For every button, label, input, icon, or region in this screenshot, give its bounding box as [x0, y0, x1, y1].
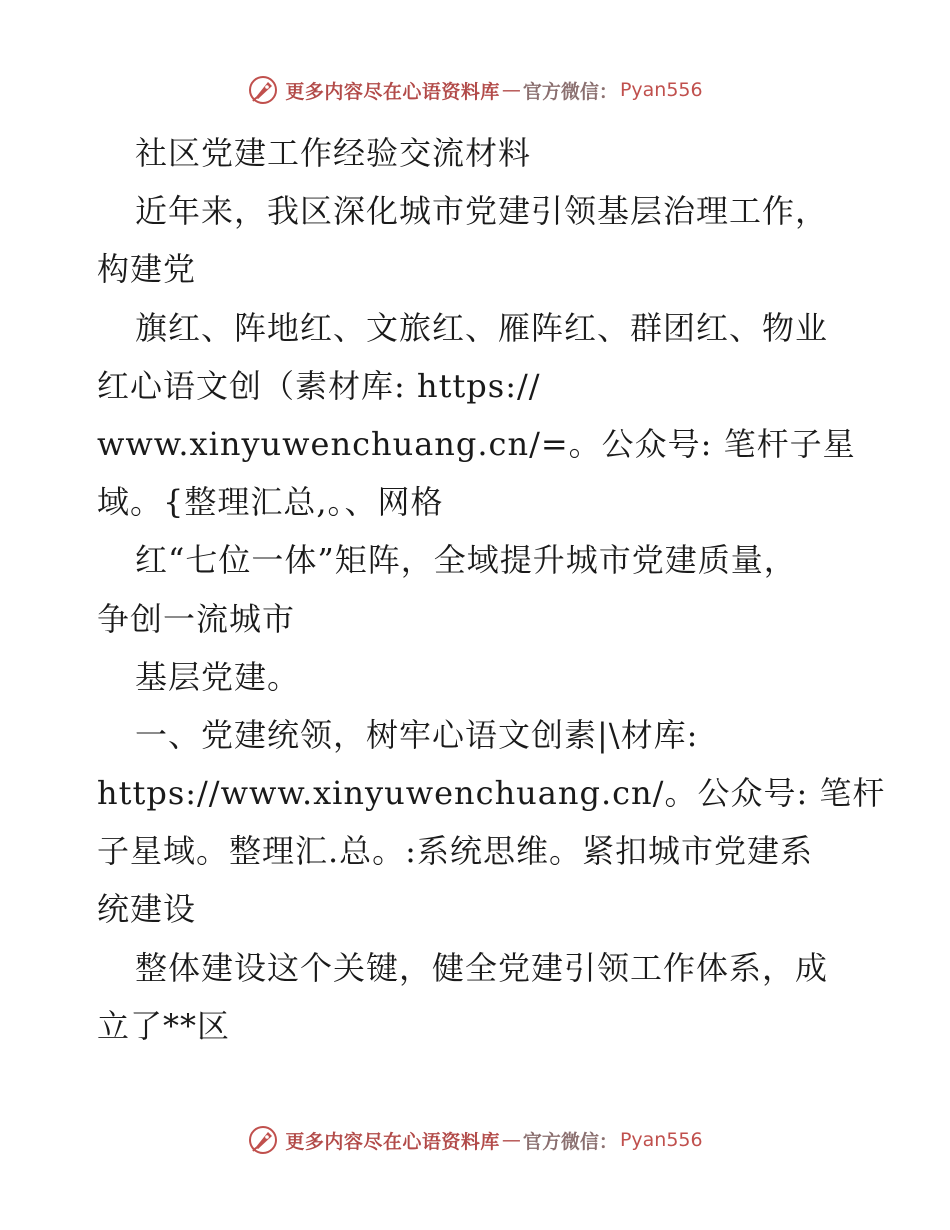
text-line: 红心语文创（素材库: https://: [97, 366, 541, 405]
banner-text: 更多内容尽在心语资料库: [285, 1130, 500, 1153]
banner-wechat-label: 官方微信：: [522, 1130, 618, 1153]
text-line: 近年来，我区深化城市党建引领基层治理工作，: [135, 192, 829, 231]
text-line: 整体建设这个关键，健全党建引领工作体系，成: [135, 948, 829, 987]
banner-text: 更多内容尽在心语资料库: [285, 80, 500, 103]
text-line: 子星域。整理汇.总。:系统思维。紧扣城市党建系: [97, 832, 813, 871]
banner-dash: —: [501, 79, 521, 101]
pen-nib-logo-icon: [247, 1124, 279, 1156]
text-line: 红“七位一体”矩阵，全域提升城市党建质量，: [135, 541, 797, 580]
text-line: 一、党建统领，树牢心语文创素|\材库:: [135, 715, 699, 754]
banner-wechat-id: Pyan556: [619, 79, 703, 101]
text-line: www.xinyuwenchuang.cn/=。公众号: 笔杆子星: [97, 424, 856, 463]
banner-dash: —: [501, 1129, 521, 1151]
header-banner: [0, 70, 950, 110]
text-line: 旗红、阵地红、文旅红、雁阵红、群团红、物业: [135, 308, 829, 347]
banner-wechat-id: Pyan556: [619, 1129, 703, 1151]
document-body: [97, 124, 886, 1055]
text-line: 社区党建工作经验交流材料: [135, 134, 532, 172]
text-line: 基层党建。: [135, 657, 301, 696]
text-line: 统建设: [97, 890, 197, 929]
text-line: 域。{整理汇总,。、网格: [97, 483, 444, 522]
text-line: 争创一流城市: [97, 599, 296, 638]
text-line: https://www.xinyuwenchuang.cn/。公众号: 笔杆: [97, 774, 886, 813]
text-line: 立了**区: [97, 1006, 231, 1045]
banner-wechat-label: 官方微信：: [522, 80, 618, 103]
text-line: 构建党: [97, 250, 197, 289]
footer-banner: [0, 1120, 950, 1160]
pen-nib-logo-icon: [247, 74, 279, 106]
